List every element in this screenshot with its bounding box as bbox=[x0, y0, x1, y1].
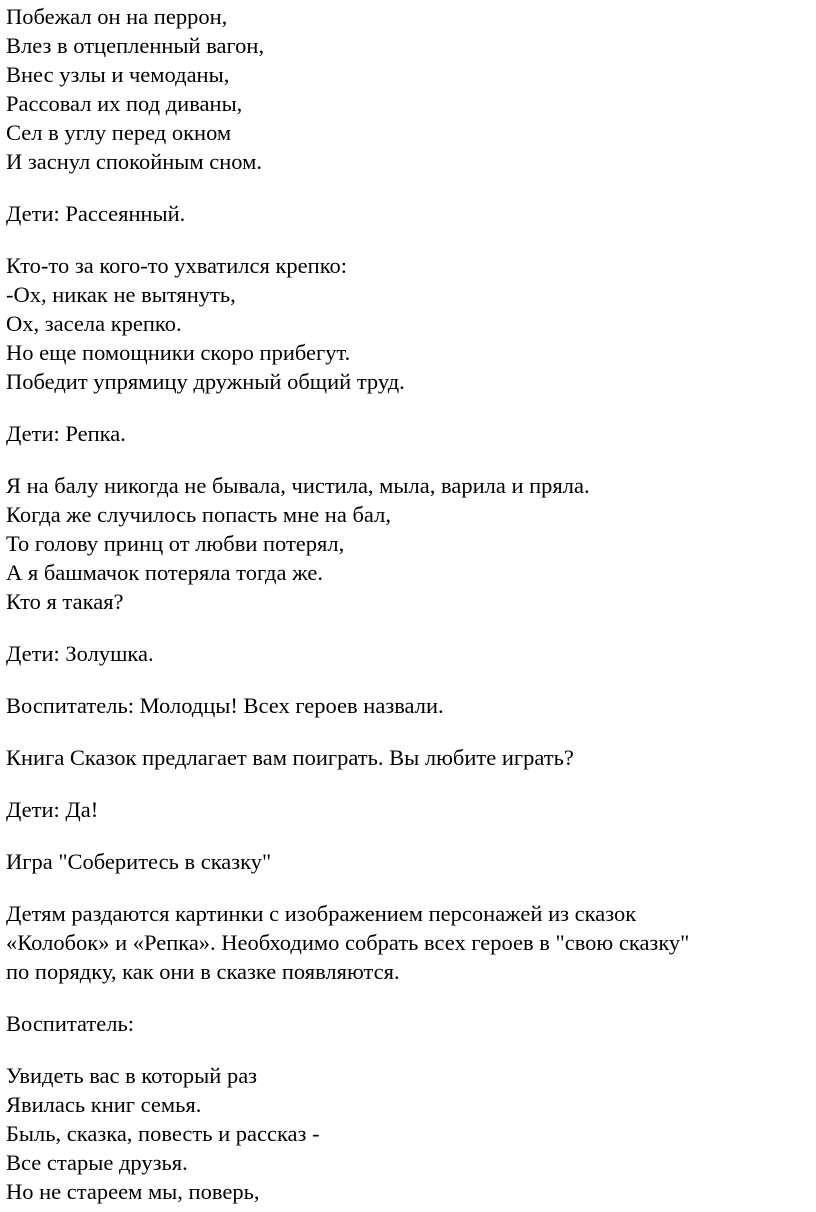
text-line: И заснул спокойным сном. bbox=[6, 149, 262, 174]
paragraph bbox=[6, 899, 806, 986]
text-line: -Ох, никак не вытянуть, bbox=[6, 282, 236, 307]
paragraph bbox=[6, 251, 806, 396]
text-line: Книга Сказок предлагает вам поиграть. Вы любите играть? bbox=[6, 745, 574, 770]
paragraph bbox=[6, 795, 806, 824]
text-line: Дети: Золушка. bbox=[6, 641, 154, 666]
paragraph bbox=[6, 691, 806, 720]
text-line: То голову принц от любви потерял, bbox=[6, 531, 345, 556]
text-line: по порядку, как они в сказке появляются. bbox=[6, 959, 400, 984]
paragraph bbox=[6, 743, 806, 772]
text-line: Рассовал их под диваны, bbox=[6, 91, 243, 116]
text-line: Дети: Репка. bbox=[6, 421, 126, 446]
paragraph bbox=[6, 1061, 806, 1206]
text-line: Сел в углу перед окном bbox=[6, 120, 232, 145]
text-line: Дети: Рассеянный. bbox=[6, 201, 186, 226]
paragraph bbox=[6, 471, 806, 616]
text-line: Победит упрямицу дружный общий труд. bbox=[6, 369, 405, 394]
text-line: Воспитатель: Молодцы! Всех героев назвали. bbox=[6, 693, 444, 718]
paragraph bbox=[6, 199, 806, 228]
text-line: Внес узлы и чемоданы, bbox=[6, 62, 230, 87]
paragraph bbox=[6, 419, 806, 448]
text-line: Но еще помощники скоро прибегут. bbox=[6, 340, 351, 365]
text-line: Явилась книг семья. bbox=[6, 1092, 202, 1117]
paragraph bbox=[6, 847, 806, 876]
text-line: Кто-то за кого-то ухватился крепко: bbox=[6, 253, 347, 278]
paragraph bbox=[6, 639, 806, 668]
document-body bbox=[6, 2, 806, 1212]
text-line: Игра "Соберитесь в сказку" bbox=[6, 849, 272, 874]
text-line: Когда же случилось попасть мне на бал, bbox=[6, 502, 391, 527]
text-line: Все старые друзья. bbox=[6, 1150, 188, 1175]
text-line: Ох, засела крепко. bbox=[6, 311, 182, 336]
text-line: Но не стареем мы, поверь, bbox=[6, 1179, 260, 1204]
text-line: Влез в отцепленный вагон, bbox=[6, 33, 265, 58]
text-line: «Колобок» и «Репка». Необходимо собрать всех героев в "свою сказку" bbox=[6, 930, 690, 955]
text-line: Я на балу никогда не бывала, чистила, мыла, варила и пряла. bbox=[6, 473, 590, 498]
paragraph bbox=[6, 2, 806, 176]
text-line: Воспитатель: bbox=[6, 1011, 134, 1036]
paragraph bbox=[6, 1009, 806, 1038]
text-line: Кто я такая? bbox=[6, 589, 124, 614]
text-line: Дети: Да! bbox=[6, 797, 99, 822]
text-line: Быль, сказка, повесть и рассказ - bbox=[6, 1121, 320, 1146]
text-line: А я башмачок потеряла тогда же. bbox=[6, 560, 323, 585]
text-line: Детям раздаются картинки с изображением персонажей из сказок bbox=[6, 901, 637, 926]
text-line: Побежал он на перрон, bbox=[6, 4, 228, 29]
text-line: Увидеть вас в который раз bbox=[6, 1063, 258, 1088]
